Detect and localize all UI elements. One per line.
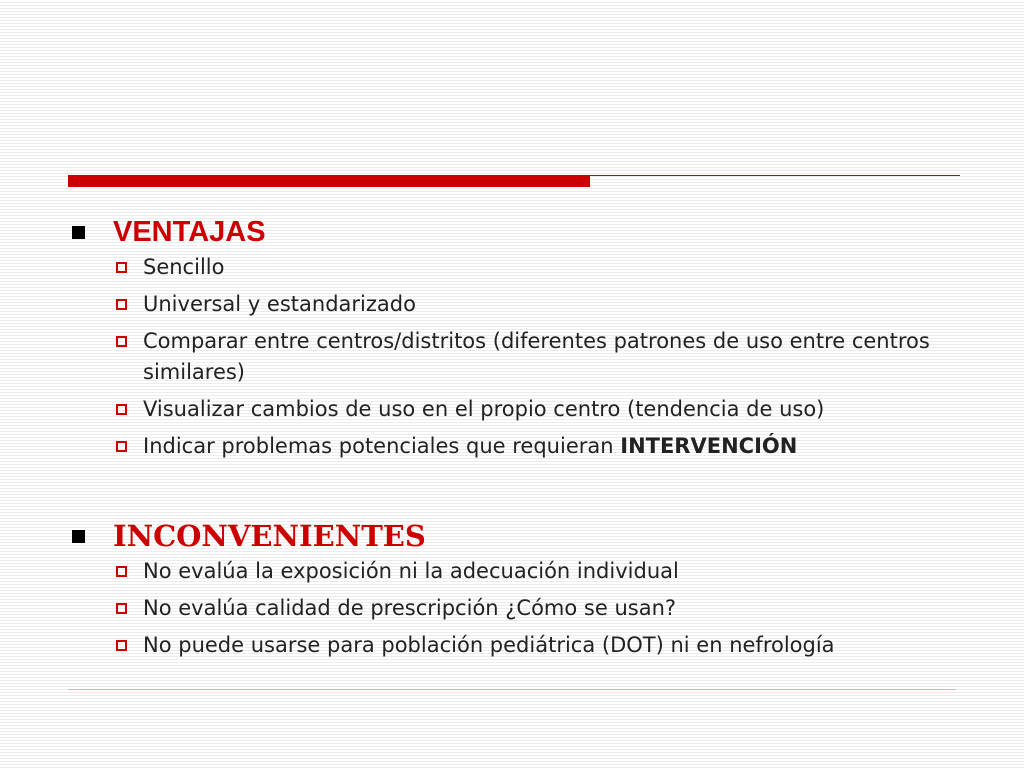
list-item-text: No evalúa la exposición ni la adecuación individual	[143, 559, 679, 583]
hollow-square-icon	[116, 262, 127, 273]
title-bar-thick	[68, 175, 590, 187]
list-item-text: No evalúa calidad de prescripción ¿Cómo se usan?	[143, 596, 677, 620]
section-heading	[72, 516, 993, 556]
section-inconvenientes	[72, 516, 993, 667]
hollow-square-icon	[116, 566, 127, 577]
inconvenientes-list	[116, 556, 993, 661]
list-item-text-plain: Indicar problemas potenciales que requieran	[143, 434, 621, 458]
list-item	[116, 289, 993, 320]
list-item-text: Visualizar cambios de uso en el propio centro (tendencia de uso)	[143, 397, 825, 421]
list-item-text	[143, 431, 993, 462]
hollow-square-icon	[116, 336, 127, 347]
hollow-square-icon	[116, 441, 127, 452]
list-item-text: Comparar entre centros/distritos (diferentes patrones de uso entre centros similares)	[143, 329, 930, 384]
section-heading	[72, 212, 993, 252]
list-item	[116, 556, 993, 587]
list-item-text: Universal y estandarizado	[143, 292, 416, 316]
heading-ventajas: VENTAJAS	[113, 216, 266, 248]
filled-square-icon	[72, 226, 85, 239]
hollow-square-icon	[116, 404, 127, 415]
list-item-text: No puede usarse para población pediátrica (DOT) ni en nefrología	[143, 633, 835, 657]
hollow-square-icon	[116, 299, 127, 310]
title-bar-thin	[590, 175, 960, 176]
list-item	[116, 394, 993, 425]
section-ventajas	[72, 212, 993, 468]
heading-inconvenientes: INCONVENIENTES	[113, 519, 426, 553]
hollow-square-icon	[116, 640, 127, 651]
footer-divider	[68, 689, 956, 690]
list-item-text: Sencillo	[143, 255, 225, 279]
filled-square-icon	[72, 530, 85, 543]
hollow-square-icon	[116, 603, 127, 614]
list-item	[116, 431, 993, 462]
list-item	[116, 593, 993, 624]
emphasis-text: INTERVENCIÓN	[620, 434, 798, 458]
list-item	[116, 630, 993, 661]
list-item	[116, 326, 993, 388]
ventajas-list	[116, 252, 993, 462]
list-item	[116, 252, 993, 283]
